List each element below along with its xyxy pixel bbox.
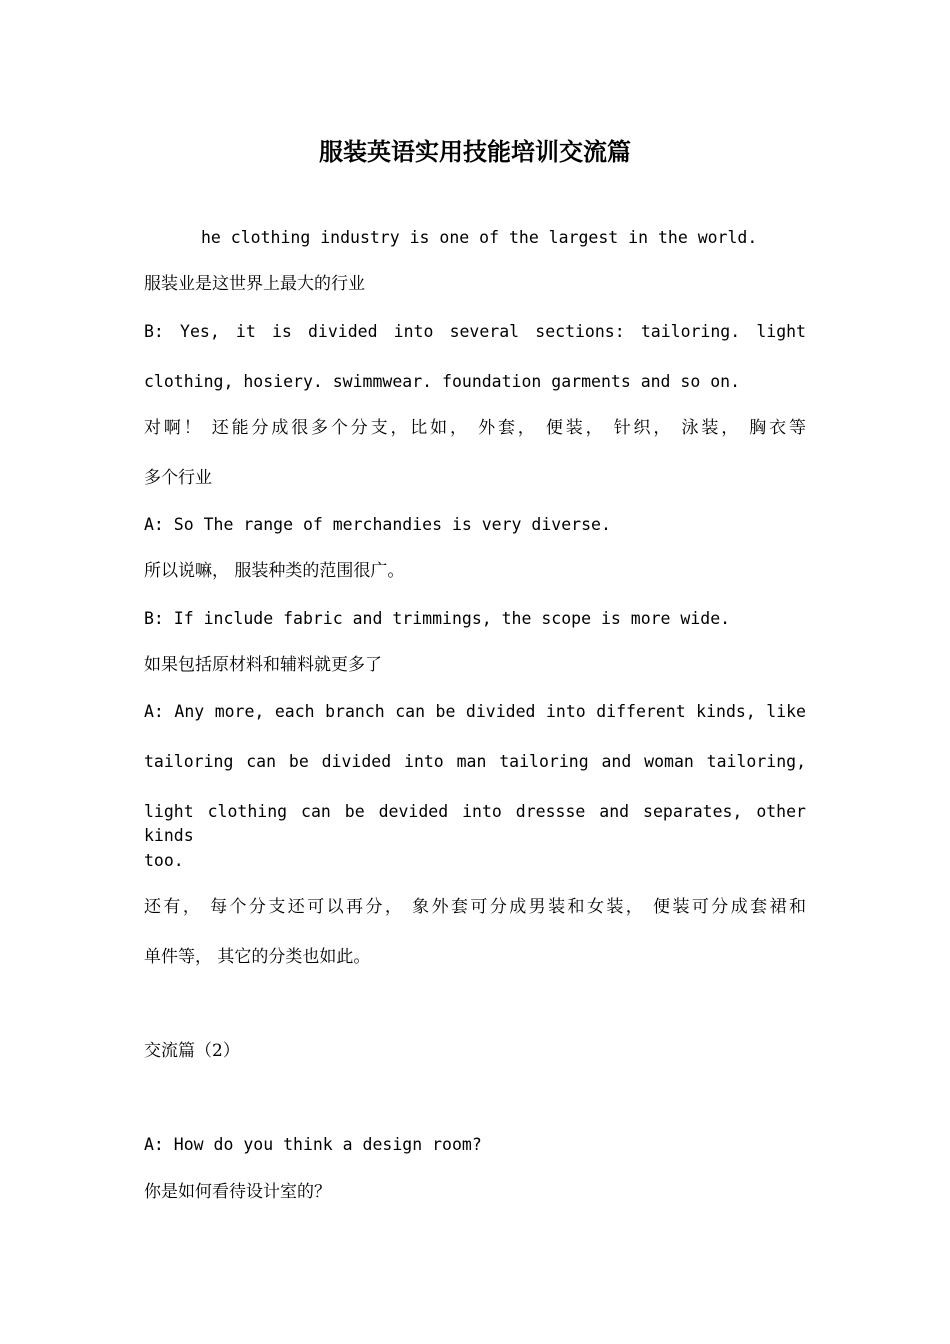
paragraph-line-en: tailoring can be divided into man tailoring and woman tailoring, — [144, 752, 806, 771]
paragraph-line-zh: 所以说嘛， 服装种类的范围很广。 — [144, 561, 405, 581]
paragraph-line-en: B: If include fabric and trimmings, the scope is more wide. — [144, 609, 731, 628]
paragraph-line-zh: 多个行业 — [144, 468, 212, 488]
paragraph-line-zh: 如果包括原材料和辅料就更多了 — [144, 655, 382, 675]
paragraph-line-zh: 还有， 每个分支还可以再分， 象外套可分成男装和女装， 便装可分成套裙和 — [144, 897, 806, 917]
section-heading: 交流篇（2） — [144, 1041, 240, 1061]
paragraph-line-en: he clothing industry is one of the largest in the world. — [201, 228, 758, 247]
paragraph-line-en: too. — [144, 851, 184, 870]
paragraph-line-zh: 服装业是这世界上最大的行业 — [144, 274, 365, 294]
paragraph-line-en: A: Any more, each branch can be divided into different kinds, like — [144, 702, 806, 721]
paragraph-line-en: light clothing can be devided into dressse and separates, other kinds — [144, 802, 806, 845]
paragraph-line-zh: 对啊！ 还能分成很多个分支，比如， 外套， 便装， 针织， 泳装， 胸衣等 — [144, 418, 806, 438]
paragraph-line-zh: 你是如何看待设计室的？ — [144, 1182, 331, 1202]
paragraph-line-en: A: So The range of merchandies is very diverse. — [144, 515, 611, 534]
paragraph-line-en: A: How do you think a design room? — [144, 1135, 482, 1154]
paragraph-line-en: B: Yes, it is divided into several sections: tailoring. light — [144, 322, 806, 341]
paragraph-line-zh: 单件等， 其它的分类也如此。 — [144, 947, 371, 967]
document-title: 服装英语实用技能培训交流篇 — [319, 137, 631, 166]
paragraph-line-en: clothing, hosiery. swimmwear. foundation garments and so on. — [144, 372, 741, 391]
